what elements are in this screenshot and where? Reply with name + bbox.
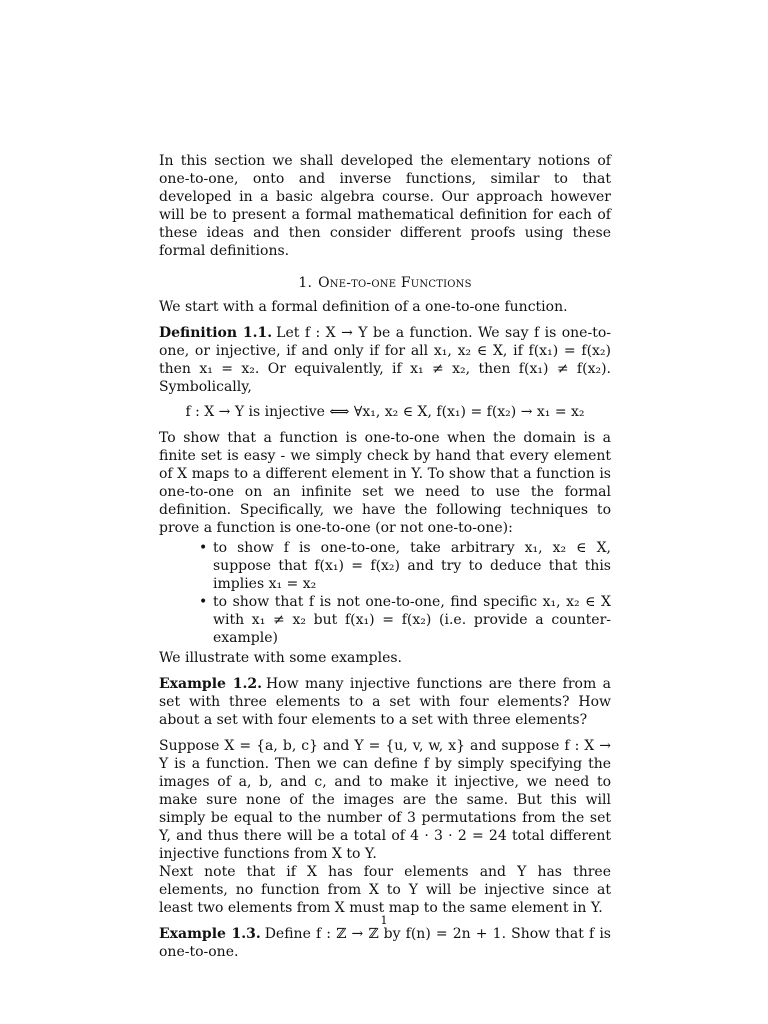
definition-body: Let f : X → Y be a function. We say f is one-to-one, or injective, if and only if for all x₁, x₂ ∈ X, if f(x₁) = f(x₂) then x₁ = x₂. Or equivalently, if x₁ ≠ x₂, then f(x₁) ≠ f(x₂). Symbolically, bbox=[159, 325, 611, 395]
intro-paragraph: In this section we shall developed the elementary notions of one-to-one, onto and inverse functions, similar to that developed in a basic algebra course. Our approach however will be to present a formal mathematical definition for each of these ideas and then consider different proofs using these formal definitions. bbox=[159, 153, 611, 259]
example-1-2-heading: Example 1.2. bbox=[159, 676, 262, 692]
example-1-2-solution-continued: Next note that if X has four elements and Y has three elements, no function from X to Y will be injective since at least two elements from X must map to the same element in Y. bbox=[159, 864, 611, 916]
illustrate-paragraph: We illustrate with some examples. bbox=[159, 650, 402, 666]
list-item: • to show that f is not one-to-one, find specific x₁, x₂ ∈ X with x₁ ≠ x₂ but f(x₁) = f(x₂) (i.e. provide a counter-example) bbox=[199, 593, 611, 647]
definition-1-1 bbox=[159, 324, 611, 396]
page-number: 1 bbox=[380, 914, 388, 927]
techniques-list bbox=[199, 539, 611, 647]
example-1-3-body: Define f : ℤ → ℤ by f(n) = 2n + 1. Show that f is one-to-one. bbox=[159, 926, 611, 960]
example-1-3-heading: Example 1.3. bbox=[159, 926, 261, 942]
document-page bbox=[159, 152, 611, 961]
section-number: 1. bbox=[298, 275, 313, 291]
start-paragraph: We start with a formal definition of a one-to-one function. bbox=[159, 299, 568, 315]
example-1-2-body: How many injective functions are there from a set with three elements to a set with four elements? How about a set with four elements to a set with three elements? bbox=[159, 676, 611, 728]
example-1-3 bbox=[159, 925, 611, 961]
example-1-2 bbox=[159, 675, 611, 729]
definition-display-equation: f : X → Y is injective ⟺ ∀x₁, x₂ ∈ X, f(x₁) = f(x₂) → x₁ = x₂ bbox=[185, 404, 585, 420]
list-item: • to show f is one-to-one, take arbitrary x₁, x₂ ∈ X, suppose that f(x₁) = f(x₂) and try to deduce that this implies x₁ = x₂ bbox=[199, 539, 611, 593]
section-heading bbox=[159, 274, 611, 292]
example-1-2-solution: Suppose X = {a, b, c} and Y = {u, v, w, x} and suppose f : X → Y is a function. Then we can define f by simply specifying the images of a, b, and c, and to make it injective, we need to make sure none of the images are the same. But this will simply be equal to the number of 3 permutations from the set Y, and thus there will be a total of 4 · 3 · 2 = 24 total different injective functions from X to Y. bbox=[159, 738, 611, 862]
techniques-paragraph: To show that a function is one-to-one when the domain is a finite set is easy - we simply check by hand that every element of X maps to a different element in Y. To show that a function is one-to-one on an infinite set we need to use the formal definition. Specifically, we have the following techniques to prove a function is one-to-one (or not one-to-one): bbox=[159, 430, 611, 536]
definition-heading: Definition 1.1. bbox=[159, 325, 273, 341]
section-title: One-to-one Functions bbox=[318, 275, 472, 291]
